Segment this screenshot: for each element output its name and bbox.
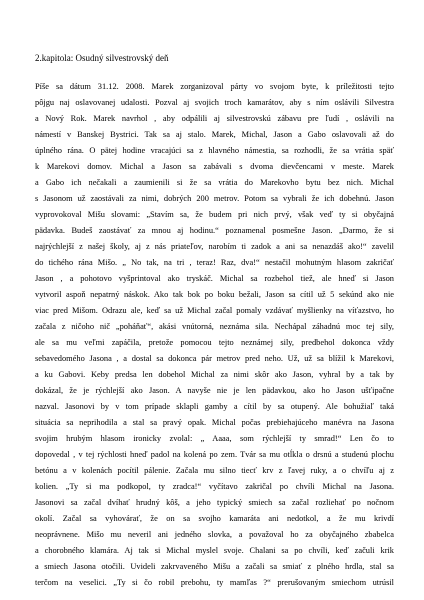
text-line: do tichého rána Mišo. „ No tak, na tri , teraz! Raz, dva!“ nestačil mohutným hlasom zakričať [35,258,394,267]
text-line: sebavedomého Jasona , a dostal sa dokonca pár metrov pred neho. Už, už sa blížil k Marekovi, [35,354,394,363]
text-line: neoprávnene. Mišo mu neveril ani jedného slovka, a považoval ho za obyčajného zbabelca [35,530,394,539]
chapter-heading: 2.kapitola: Osudný silvestrovský deň [35,53,169,63]
text-line: začala z ničoho nič „poháňať“, akási vnútorná, neznáma sila. Nechápal záhadnú moc tej sily, [35,322,394,331]
text-line: betónu a v kolenách pocítil pálenie. Začala mu silno tiecť krv z ľavej ruky, a o chvíľu aj z [35,466,394,475]
text-line: vyprovokoval Mišu slovami: „Stavím sa, že budem pri nich prvý, však veď ty si obyčajná [35,210,394,219]
text-line: vytvoril aspoň nepatrný náskok. Ako tak bok po boku bežali, Jason sa cítil už 5 sekúnd ako nie [35,290,394,299]
text-line: dokázal, že je rýchlejší ako Jason. A navyše nie je len pädavkou, ako ho Jason ušťipačne [35,386,394,395]
text-line: pôjgu naj oslavovanej udalosti. Pozval aj svojich troch kamarátov, aby s ním oslávili Silvestra [35,98,394,107]
text-line: kolien. „Ty si ma podkopol, ty zradca!“ vyčítavo zakričal po chvíli Michal na Jasona. [35,482,394,491]
text-line: najrýchlejší z našej školy, aj z nás priateľov, narobím ti zadok a ani sa nenazdáš ako!“ zavelil [35,242,394,251]
text-line: dopovedal , v tej rýchlosti hneď padol na kolená po zem. Tvár sa mu otĺkla o drsnú a studenú plochu [35,450,394,459]
text-line: a Gabo ich nečakali a zaumienili si že sa vrátia do Marekovho bytu bez nich. Michal [35,178,394,187]
text-line: a chorobného klamára. Aj tak si Michal myslel svoje. Chalani sa po chvíli, keď začuli krik [35,546,394,555]
text-line: a smiech Jasona otočili. Uvideli zakrvaveného Mišu a začali sa smiať z plného hrdla, stal sa [35,562,394,571]
text-line: k Marekovi domov. Michal a Jason sa zabávali s dvoma dievčencami v meste. Marek [35,162,394,171]
text-line: Píše sa dátum 31.12. 2008. Marek zorganizoval párty vo svojom byte, k príležitosti tejto [35,82,394,91]
text-line: ale sa mu veľmi zapáčila, pretože pomocou tejto neznámej sily, predbehol dokonca vždy [35,338,394,347]
text-line: Jason , a pohotovo vyšprintoval ako tryskáč. Michal sa rozbehol tiež, ale hneď si Jason [35,274,394,283]
text-line: okolí. Začal sa vyhovárať, že on sa svojho kamaráta ani nedotkol, a že mu krivdí [35,514,394,523]
text-line: terčom na veselici. „Ty si čo robil prebohu, ty mamľas ?“ prerušovaným smiechom utrúsil [35,578,394,587]
text-line: a Nový Rok. Marek navrhol , aby odpálili aj silvestrovskú zábavu pre ľudí , oslávili na [35,114,394,123]
text-line: a ku Gabovi. Keby predsa len dobehol Michal za nimi skôr ako Jason, vyhral by a tak by [35,370,394,379]
text-line: nazval. Jasonovi by v tom prípade sklapli gamby a cítil by sa otupený. Ale bohužiaľ taká [35,402,394,411]
text-line: úplného rána. O pätej hodine vracajúci sa z hlavného námestia, sa rozhodli, že sa vrátia späť [35,146,394,155]
text-line: Jasonovi sa začal dvíhať hrudný kôš, a jeho typický smiech sa začal rozliehať po nočnom [35,498,394,507]
chapter-body-text [35,79,394,591]
text-line: námestí v Banskej Bystrici. Tak sa aj stalo. Marek, Michal, Jason a Gabo oslavovali až do [35,130,394,139]
text-line: viac pred Mišom. Odrazu ale, keď sa už Michal začal pomaly vzdávať myšlienky na víťazstvo, ho [35,306,394,315]
text-line: situácia sa neprihodila a stal sa pravý opak. Michal počas prebiehajúceho manévra na Jasona [35,418,394,427]
text-line: svojim hrubým hlasom ironicky zvolal: „ Aaaa, som rýchlejší ty smrad!“ Len čo to [35,434,394,443]
text-line: pädavka. Budeš zaostávať za mnou aj hodinu.“ poznamenal posmešne Jason. „Darmo, že si [35,226,394,235]
text-line: s Jasonom už zaostávali za nimi, dobrých 200 metrov. Potom sa vybrali že ich dobehnú. Jason [35,194,394,203]
